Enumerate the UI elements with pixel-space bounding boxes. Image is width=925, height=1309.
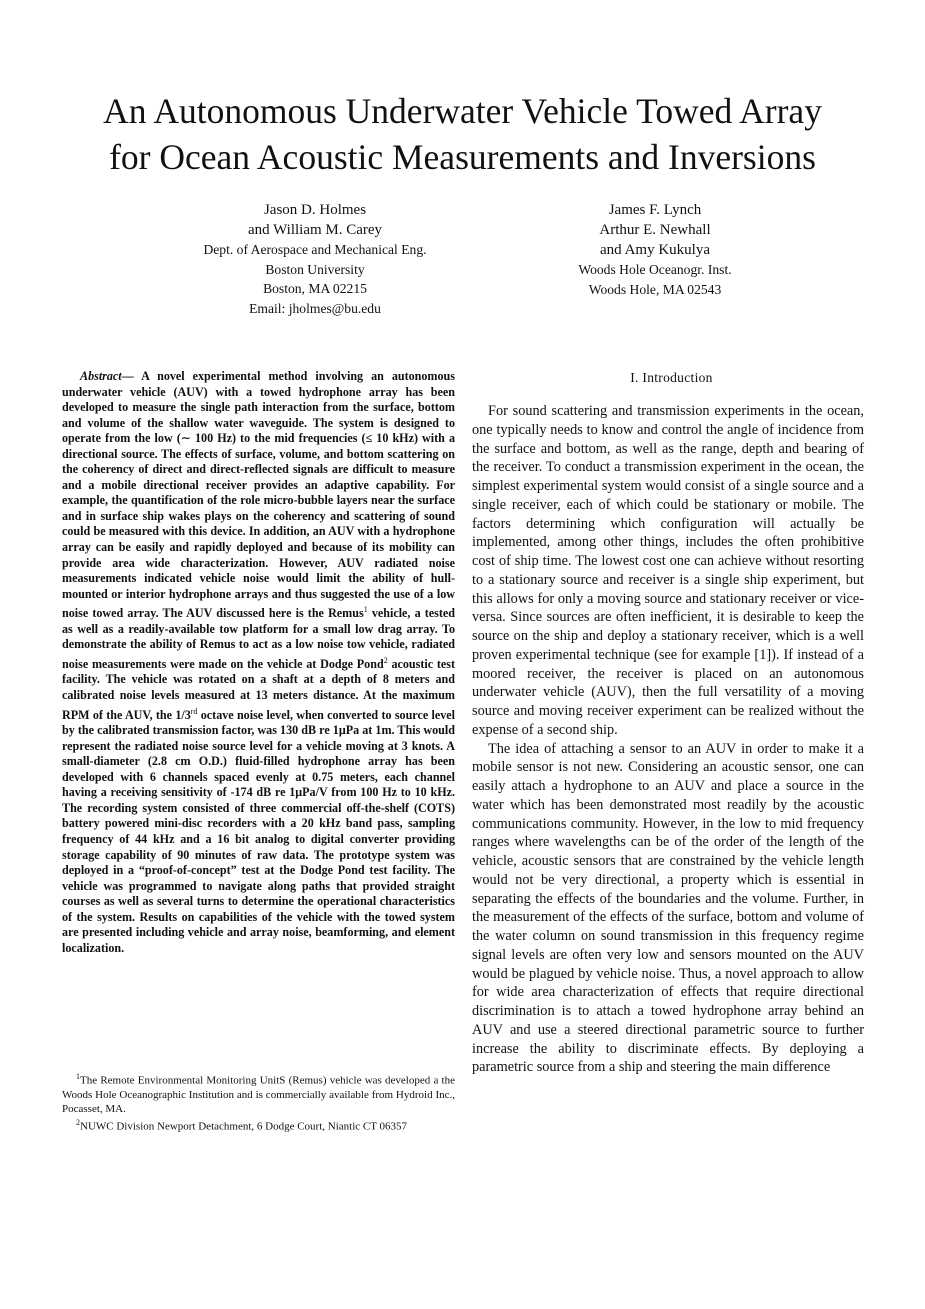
abstract-text: — A novel experimental method involving an autonomous underwater vehicle (AUV) with a towed hydrophone array has been developed to measure the single path interaction from the surface, bottom and volume of the shallow water waveguide. The system is designed to operate from the low (∼ 100 Hz) to the mid frequencies (≤ 10 kHz) with a directional source. The effects of surface, volume, and bottom scattering on the coherency of direct and direct-reflected signals are difficult to measure and a mobile directional receiver provides an adaptive capability. For example, the quantification of the role micro-bubble layers near the surface and in surface ship wakes plays on the coherency and scattering of sound could be measured with this device. In addition, an AUV with a hydrophone array can be easily and rapidly deployed and because of its mobility can provide area wide characterization. However, AUV radiated noise measurements indicated vehicle noise would limit the ability of hull-mounted or interior hydrophone arrays and thus suggested the use of a low noise towed array. The AUV discussed here is the Remus xyxy=(62,369,455,621)
author-affiliation: Dept. of Aerospace and Mechanical Eng. xyxy=(203,242,427,257)
author-address: Woods Hole, MA 02543 xyxy=(588,281,722,297)
introduction-body xyxy=(472,402,864,1077)
footnote-marker: 2 xyxy=(383,655,388,665)
author-name: and William M. Carey xyxy=(247,222,383,238)
author-address: Boston, MA 02215 xyxy=(263,281,367,296)
author-name: and Amy Kukulya xyxy=(600,242,710,258)
intro-paragraph-1: For sound scattering and transmission experiments in the ocean, one typically needs to know and control the angle of incidence from the surface and bottom, as well as the range, depth and bearing of the receiver. To conduct a transmission experiment in the ocean, the simplest experimental system would consist of a single source and a single receiver, each of which could be stationary or mobile. The factors determining which configuration will actually be implemented, among other things, includes the often prohibitive cost of ship time. The lowest cost one can achieve without resorting to a stationary source and receiver is a single ship experiment, but this allows for only a moving source and stationary receiver or vice-versa. Since sources are often inefficient, it is desirable to keep the source on the ship and deploy a stationary receiver, which is a well proven experimental technique (see for example [1]). If instead of a moored receiver, the receiver is placed on an autonomous underwater vehicle (AUV), then the full versatility of a moving source and moving receiver experiment can be realized without the expense of a second ship. xyxy=(472,403,864,738)
footnotes xyxy=(62,1070,455,1133)
title-line-2: for Ocean Acoustic Measurements and Inversions xyxy=(109,137,816,177)
author-email: Email: jholmes@bu.edu xyxy=(249,300,381,316)
footnote-text: The Remote Environmental Monitoring UnitS (Remus) vehicle was developed a the Woods Hole Oceanographic Institution and is commercially available from Hydroid Inc., Pocasset, MA. xyxy=(62,1074,455,1115)
abstract-label: Abstract xyxy=(80,369,122,383)
author-name: Arthur E. Newhall xyxy=(599,222,711,238)
author-name: James F. Lynch xyxy=(608,202,702,218)
author-affiliation: Woods Hole Oceanogr. Inst. xyxy=(578,262,732,277)
footnote-2 xyxy=(62,1116,455,1134)
abstract xyxy=(62,369,455,956)
footnote-text: NUWC Division Newport Detachment, 6 Dodge Court, Niantic CT 06357 xyxy=(80,1120,407,1133)
author-block-right xyxy=(505,200,805,299)
footnote-mark: 1 xyxy=(76,1072,80,1081)
intro-paragraph-2: The idea of attaching a sensor to an AUV in order to make it a mobile sensor is not new. Considering an acoustic sensor, one can easily attach a hydrophone to an AUV and place a source in the water which has been demonstrated most readily by the acoustic communications community. However, in the low to mid frequency ranges where wavelengths can be of the order of the length of the vehicle, acoustic sensors that are constrained by the vehicle length would not be very directional, a property which is essential in separating the effects of the boundaries and the volume. Further, in the measurement of the effects of the surface, bottom and volume of the water column on sound transmission in this frequency regime signal levels are often very low and sensors mounted on the AUV would be plagued by vehicle noise. Thus, a novel approach to allow for wide area characterization of effects that require directional discrimination is to attach a towed hydrophone array behind an AUV and use a steered directional parametric source to further increase the ability to discriminate effects. By deploying a parametric source from a ship and steering the main difference xyxy=(472,740,864,1076)
footnote-1 xyxy=(62,1070,455,1116)
paper-title xyxy=(40,88,885,180)
abstract-text: octave noise level, when converted to source level by the calibrated transmission factor, was 130 dB re 1μPa at 1m. This would represent the radiated noise source level for a vehicle moving at 3 knots. A small-diameter (2.8 cm O.D.) fluid-filled hydrophone array has been developed with 6 channels spaced evenly at 0.75 meters, each channel having a receiving sensitivity of -174 dB re 1μPa/V from 100 Hz to 10 kHz. The recording system consisted of three commercial off-the-shelf (COTS) battery powered mini-disc recorders with a 20 kHz band pass, sampling frequency of 44 kHz and a 16 bit analog to digital converter providing storage capability of 90 minutes of raw data. The prototype system was deployed in a “proof-of-concept” test at the Dodge Pond test facility. The vehicle was programmed to navigate along paths that provided straight courses as well as several turns to determine the operational characteristics of the system. Results on capabilities of the vehicle with the towed system are presented including vehicle and array noise, beamforming, and element localization. xyxy=(62,707,455,955)
abstract-text: acoustic test facility. The vehicle was rotated on a shaft at a depth of 8 meters and calibrated noise levels measured at 13 meters distance. At the maximum RPM of the AUV, the 1/3 xyxy=(62,656,456,722)
author-name: Jason D. Holmes xyxy=(263,202,367,218)
section-heading-introduction: I. Introduction xyxy=(630,370,713,385)
footnote-mark: 2 xyxy=(76,1117,80,1127)
superscript-rd: rd xyxy=(190,706,198,716)
author-affiliation: Boston University xyxy=(265,261,365,277)
title-line-1: An Autonomous Underwater Vehicle Towed Array xyxy=(103,91,822,131)
author-block-left xyxy=(150,200,480,318)
footnote-marker: 1 xyxy=(363,605,368,615)
abstract-text: vehicle, a tested as well as a readily-available tow platform for a small low drag array. To demonstrate the ability of Remus to act as a low noise tow vehicle, radiated noise measurements were made on the vehicle at Dodge Pond xyxy=(62,606,456,671)
